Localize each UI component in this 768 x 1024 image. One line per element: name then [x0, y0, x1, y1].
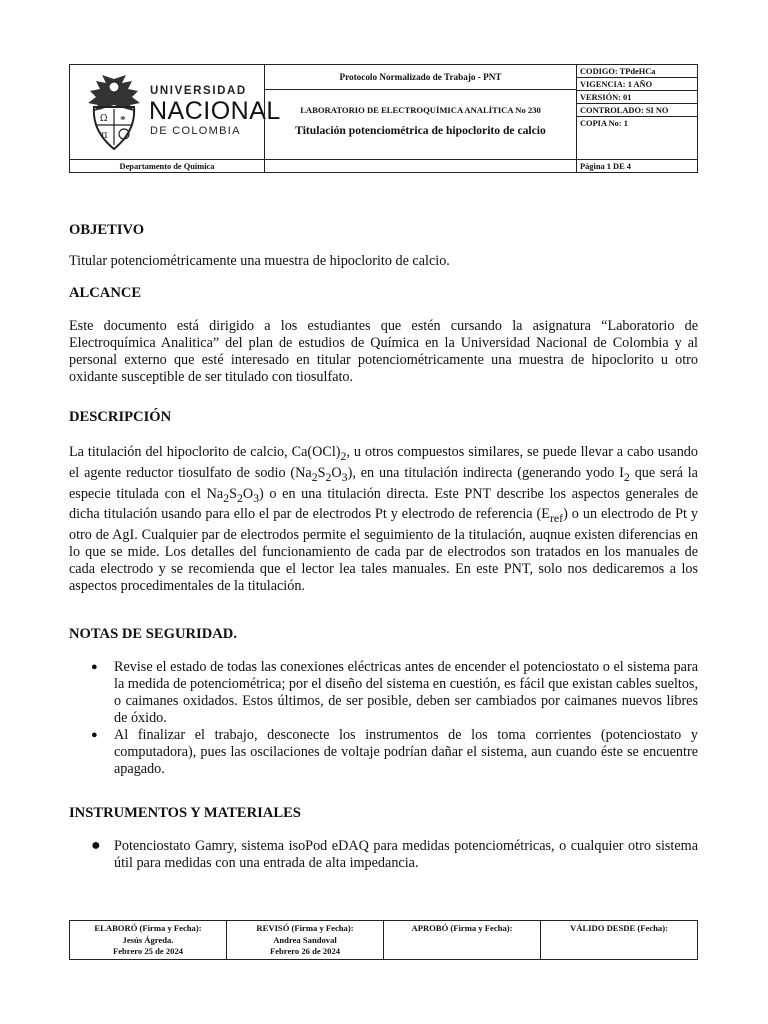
svg-text:⚭: ⚭ — [119, 114, 127, 124]
section-text: Titular potenciométricamente una muestra de hipoclorito de calcio. — [69, 253, 450, 269]
document-header — [69, 64, 698, 173]
section-heading: ALCANCE — [69, 285, 142, 301]
elaboro-label: ELABORÓ (Firma y Fecha): — [94, 923, 202, 933]
bullet-icon: ● — [91, 661, 98, 673]
reviso-label: REVISÓ (Firma y Fecha): — [256, 923, 354, 933]
protocol-label: Protocolo Normalizado de Trabajo - PNT — [264, 64, 577, 90]
university-name-line2: NACIONAL — [149, 97, 281, 125]
bullet-icon: ● — [91, 729, 98, 741]
vigencia-field: VIGENCIA: 1 AÑO — [576, 77, 698, 91]
university-name-line1: UNIVERSIDAD — [150, 85, 247, 97]
section-heading: OBJETIVO — [69, 222, 145, 238]
bullet-list — [69, 838, 698, 872]
section-objetivo — [69, 222, 698, 270]
svg-text:π: π — [101, 130, 108, 141]
section-heading: DESCRIPCIÓN — [69, 409, 172, 425]
aprobo-label: APROBÓ (Firma y Fecha): — [411, 923, 513, 933]
elaboro-date: Febrero 25 de 2024 — [112, 946, 184, 956]
logo-cell — [69, 64, 281, 160]
lab-name: LABORATORIO DE ELECTROQUÍMICA ANALÍTICA No 230 — [300, 105, 541, 115]
list-item: ● Revise el estado de todas las conexiones eléctricas antes de encender el potenciostato o el sistema para la medida de potenciométrica; por el diseño del sistema en cuestión, es fácil que existan cables sueltos, o caimanes oxidados. Estos últimos, de ser posible, deben ser cambiados por caimanes nuevos libres de óxido. — [91, 659, 698, 726]
section-instrumentos — [69, 805, 698, 872]
bullet-icon: ● — [91, 837, 101, 854]
elaboro-cell — [70, 921, 227, 959]
controlado-field: CONTROLADO: SI NO — [576, 103, 698, 117]
reviso-cell — [227, 921, 384, 959]
aprobo-cell — [384, 921, 541, 959]
signature-table — [69, 920, 698, 960]
svg-text:Ω: Ω — [100, 114, 108, 124]
university-name-line3: DE COLOMBIA — [150, 125, 241, 137]
valido-cell — [541, 921, 697, 959]
university-seal-icon — [82, 71, 146, 153]
empty-cell — [264, 159, 577, 173]
list-item: ● Potenciostato Gamry, sistema isoPod eDAQ para medidas potenciométricas, o cualquier otro sistema útil para medidas con una entrada de alta impedancia. — [91, 837, 698, 871]
section-heading: NOTAS DE SEGURIDAD. — [69, 626, 237, 642]
bullet-list — [69, 659, 698, 778]
reviso-date: Febrero 26 de 2024 — [269, 946, 341, 956]
section-text: Este documento está dirigido a los estudiantes que estén cursando la asignatura “Laboratorio de Electroquímica Analitica” del plan de estudios de Química en la Universidad Nacional de Colombia y al personal externo que esté interesado en titular potenciométricamente una muestra de hipoclorito u otro oxidante susceptible de ser titulado con tiosulfato. — [69, 318, 698, 385]
department-label: Departamento de Química — [69, 159, 265, 173]
section-heading: INSTRUMENTOS Y MATERIALES — [69, 805, 301, 821]
reviso-name: Andrea Sandoval — [273, 934, 337, 945]
section-alcance — [69, 285, 698, 386]
section-seguridad — [69, 626, 698, 778]
valido-label: VÁLIDO DESDE (Fecha): — [570, 923, 668, 933]
copia-field: COPIA No: 1 — [576, 116, 698, 160]
elaboro-name: Jesús Ágreda. — [122, 934, 174, 945]
codigo-field: CODIGO: TPdeHCa — [576, 64, 698, 78]
version-field: VERSIÓN: 01 — [576, 90, 698, 104]
section-descripcion — [69, 409, 698, 595]
document-title: Titulación potenciométrica de hipoclorito de calcio — [295, 124, 546, 137]
list-item: ● Al finalizar el trabajo, desconecte los instrumentos de los toma corrientes (potenciostato y computadora), pues las oscilaciones de voltaje podrían dañar el sistema, aun cuando éste se encuentre apagado. — [91, 727, 698, 777]
page-number: Página 1 DE 4 — [576, 159, 698, 173]
section-text: La titulación del hipoclorito de calcio, $Ca(OCl)_2$, u otros compuestos similares, se puede llevar a cabo usando el agente reductor tiosulfato de sodio $(Na_2S_2O_3)$, en una titulación indirecta (generando yodo $I_2$ que será la especie titulada con el $Na_2S_2O_3$) o en una titulación directa. Este PNT describe los aspectos generales de dicha titulación usando para ello el par de electrodos Pt y electrodo de referencia $(E_{ref})$ o un electrodo de Pt y otro de AgI. Cualquier par de electrodos permite el seguimiento de la titulación, auqnue existen diferencias en lo que se mide. Los detalles del funcionamiento de cada par de electrodos son tratados en los manuales de cada electrodo y se recomienda que el lector lea tales manuales. En este PNT, solo nos dedicaremos a los aspectos procedimentales de la titulación. — [69, 444, 698, 595]
title-cell — [264, 89, 577, 160]
